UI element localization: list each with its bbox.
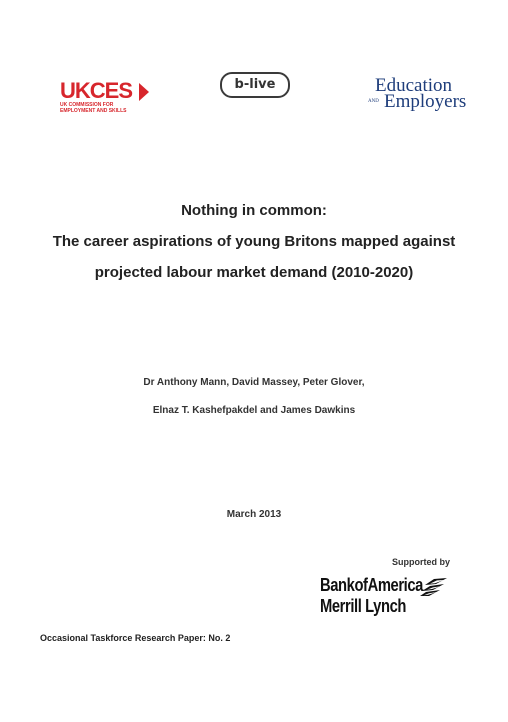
blive-logo: b-live <box>220 72 290 98</box>
education-logo-text: Education <box>375 75 453 96</box>
boa-logo-line2: Merrill Lynch <box>320 596 406 616</box>
title-line3: projected labour market demand (2010-2020) <box>94 264 414 281</box>
and-logo-text: AND <box>368 99 379 104</box>
ukces-arrow-icon <box>139 83 149 101</box>
boa-flag-icon <box>420 577 450 597</box>
education-employers-logo <box>365 76 475 116</box>
supported-by-label: Supported by <box>392 557 450 567</box>
ukces-subtitle-line2: EMPLOYMENT AND SKILLS <box>60 108 127 114</box>
authors-line2: Elnaz T. Kashefpakdel and James Dawkins <box>152 405 356 416</box>
paper-number: Occasional Taskforce Research Paper: No. 2 <box>40 633 231 643</box>
title-line1: Nothing in common: <box>181 202 327 219</box>
ukces-logo <box>60 78 160 122</box>
ukces-logo-subtitle <box>60 102 160 114</box>
ukces-subtitle-line1: UK COMMISSION FOR <box>60 102 114 108</box>
boa-logo-line1: BankofAmerica <box>320 575 423 595</box>
ukces-logo-text: UKCES <box>60 78 133 103</box>
employers-logo-text: Employers <box>384 91 467 112</box>
title-line2: The career aspirations of young Britons mapped against <box>52 233 456 250</box>
bank-of-america-logo <box>320 575 460 625</box>
authors-line1: Dr Anthony Mann, David Massey, Peter Glover, <box>143 377 365 388</box>
publication-date: March 2013 <box>226 509 282 520</box>
